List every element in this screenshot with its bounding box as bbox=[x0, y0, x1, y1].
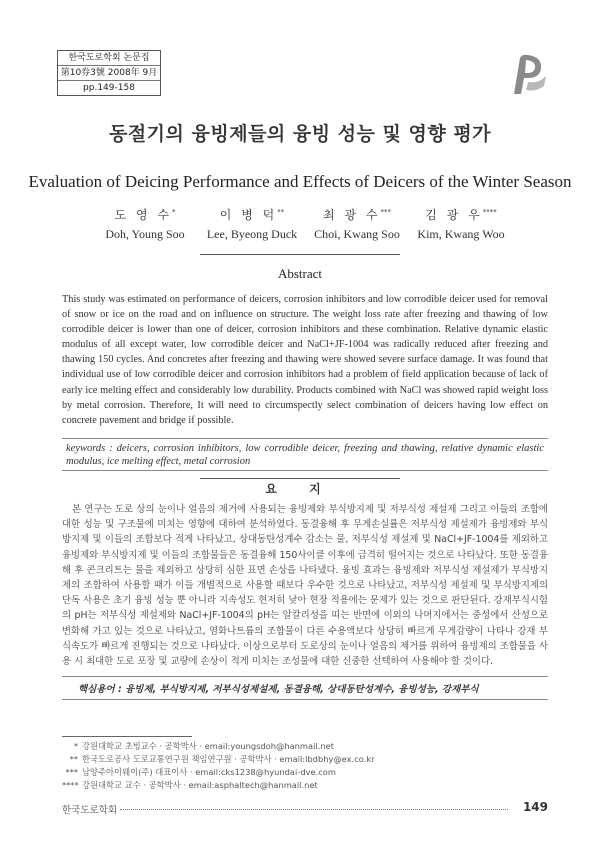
title-korean: 동절기의 융빙제들의 융빙 성능 및 영향 평가 bbox=[108, 123, 492, 145]
author-name-en: Choi, Kwang Soo bbox=[314, 227, 400, 241]
author bbox=[297, 206, 417, 242]
footnote-mark: ** bbox=[69, 754, 78, 764]
footnote-text: 강원대학교 초빙교수 · 공학박사 · email:youngsdoh@hanmail.net bbox=[82, 741, 334, 751]
keywords-en: keywords : deicers, corrosion inhibitors, low corrodible deicer, freezing and thawing, relative dynamic elastic modulus, ice melting effect, metal corrosion bbox=[66, 443, 544, 467]
abstract-body: This study was estimated on performance of deicers, corrosion inhibitors and low corrodible deicer used for removal of snow or ice on the road and on influence on structure. The weight loss rate after freezing and thawing of low corrodible deicer is lower than one of deicer, corrosion inhibitors and these combination. Relative dynamic elastic modulus of all except water, low corrodible deicer and NaCl+JF-1004 was radically reduced after freezing and thawing 150 cycles. And concretes after freezing and thawing were showed severe surface damage. It was found that individual use of low corrodible deicer and corrosion inhibitors had a problem of field application because of lack of early ice melting effect and considerably low durability. Products combined with NaCl was showed rapid weight loss by metal corrosion. Therefore, It will need to circumspectly select combination of deicers having low effect on concrete pavement and bridge if possible. bbox=[62, 294, 548, 426]
author-name-ko: 최 광 수 bbox=[323, 208, 381, 222]
author-name-ko: 김 광 우 bbox=[425, 208, 483, 222]
author bbox=[192, 206, 312, 242]
author bbox=[85, 206, 205, 242]
footer-dotted-rule bbox=[120, 809, 508, 810]
author-name-en: Doh, Young Soo bbox=[105, 227, 185, 241]
author-mark: **** bbox=[482, 208, 497, 216]
author-name-en: Lee, Byeong Duck bbox=[206, 227, 298, 241]
title-english: Evaluation of Deicing Performance and Effects of Deicers of the Winter Season bbox=[28, 172, 572, 191]
journal-volume: 第10券3號 2008年 9月 bbox=[58, 66, 160, 81]
footnote bbox=[62, 779, 542, 792]
footnote-mark: **** bbox=[62, 780, 79, 790]
keywords-ko: 핵심용어 : 융빙제, 부식방지제, 저부식성제설제, 동결융해, 상대동탄성계수, 융빙성능, 강재부식 bbox=[78, 684, 479, 695]
summary-paragraph: 본 연구는 도로 상의 눈이나 얼음의 제거에 사용되는 융빙제와 부식방지제 및 저부식성 제설제 그리고 이들의 조합에 대한 성능 및 구조물에 미치는 영향에 대하여 분석하였다. 동결융해 후 무게손실률은 저부식성 제설제가 융빙제와 부식방지제 및 이들의 조합보다 적게 나타났고, 상대동탄성계수 감소는 물, 저부식성 제설제 및 NaCl+JF-1004를 제외하고 융빙제와 부식방지제 및 이들의 조합물들은 동결융해 150사이클 이후에 급격히 떨어지는 것으로 나타났다. 또한 동결융해 후 콘크리트는 물을 제외하고 상당히 심한 표면 손상을 나타냈다. 융빙 효과는 융빙제와 저부식성 제설제가 부식방지제의 조합하여 사용할 때가 이들 개별적으로 사용할 때보다 우수한 것으로 나타났고, 저부식성 제설제 및 부식방지제의 단독 사용은 초기 융빙 성능 뿐 아니라 지속성도 현저히 낮아 현장 적용에는 문제가 있는 것으로 판단된다. 강재부식시험의 pH는 저부식성 제설제와 NaCl+JF-1004의 pH는 알칼리성을 띠는 반면에 이외의 나머지에서는 중성에서 산성으로 변화해 가고 있는 것으로 나타났고, 염화나트륨의 조합물이 다른 수용액보다 상당히 빠르게 무게감량이 나타나 강재 부식속도가 빠르게 진행되는 것으로 나타났다. 이상으로부터 도로상의 눈이나 얼음의 제거를 위하여 융빙제의 조합물을 사용 시 최대한 도로 포장 및 교량에 손상이 적게 미치는 조성물에 대한 신중한 선택하여 사용해야 할 것이다. bbox=[62, 504, 548, 668]
journal-logo-icon bbox=[508, 52, 548, 96]
footnote-mark: * bbox=[73, 741, 78, 751]
author-mark: * bbox=[171, 208, 176, 216]
footnotes bbox=[62, 740, 542, 792]
footnote-mark: *** bbox=[65, 767, 78, 777]
footnote bbox=[62, 766, 542, 779]
abstract-divider bbox=[200, 254, 400, 255]
author bbox=[401, 206, 521, 242]
journal-info-box bbox=[57, 50, 161, 96]
footnote-text: 한국도로공사 도로교통연구원 책임연구원 · 공학박사 · email:lbdbhy@ex.co.kr bbox=[82, 754, 375, 764]
abstract-heading: Abstract bbox=[277, 266, 323, 281]
author-mark: *** bbox=[380, 208, 391, 216]
footnote-text: 남양주아이웨이(주) 대표이사 · email:cks1238@hyundai-dve.com bbox=[82, 767, 336, 777]
page-number: 149 bbox=[522, 800, 548, 814]
summary-heading: 요 지 bbox=[265, 482, 335, 496]
author-mark: ** bbox=[277, 208, 285, 216]
page-footer bbox=[62, 800, 548, 816]
author-name-en: Kim, Kwang Woo bbox=[417, 227, 505, 241]
journal-name: 한국도로학회 논문집 bbox=[58, 51, 160, 66]
author-name-ko: 도 영 수 bbox=[114, 208, 172, 222]
footnote-text: 강원대학교 교수 · 공학박사 · email:asphaltech@hanmail.net bbox=[82, 780, 318, 790]
author-name-ko: 이 병 덕 bbox=[219, 208, 278, 222]
summary-divider bbox=[200, 478, 400, 479]
summary-body-ko bbox=[62, 502, 548, 669]
footnote bbox=[62, 753, 542, 766]
footer-journal-name: 한국도로학회 bbox=[62, 805, 118, 816]
footnote-divider bbox=[62, 736, 192, 737]
footnote bbox=[62, 740, 542, 753]
journal-pages: pp.149-158 bbox=[83, 83, 135, 93]
